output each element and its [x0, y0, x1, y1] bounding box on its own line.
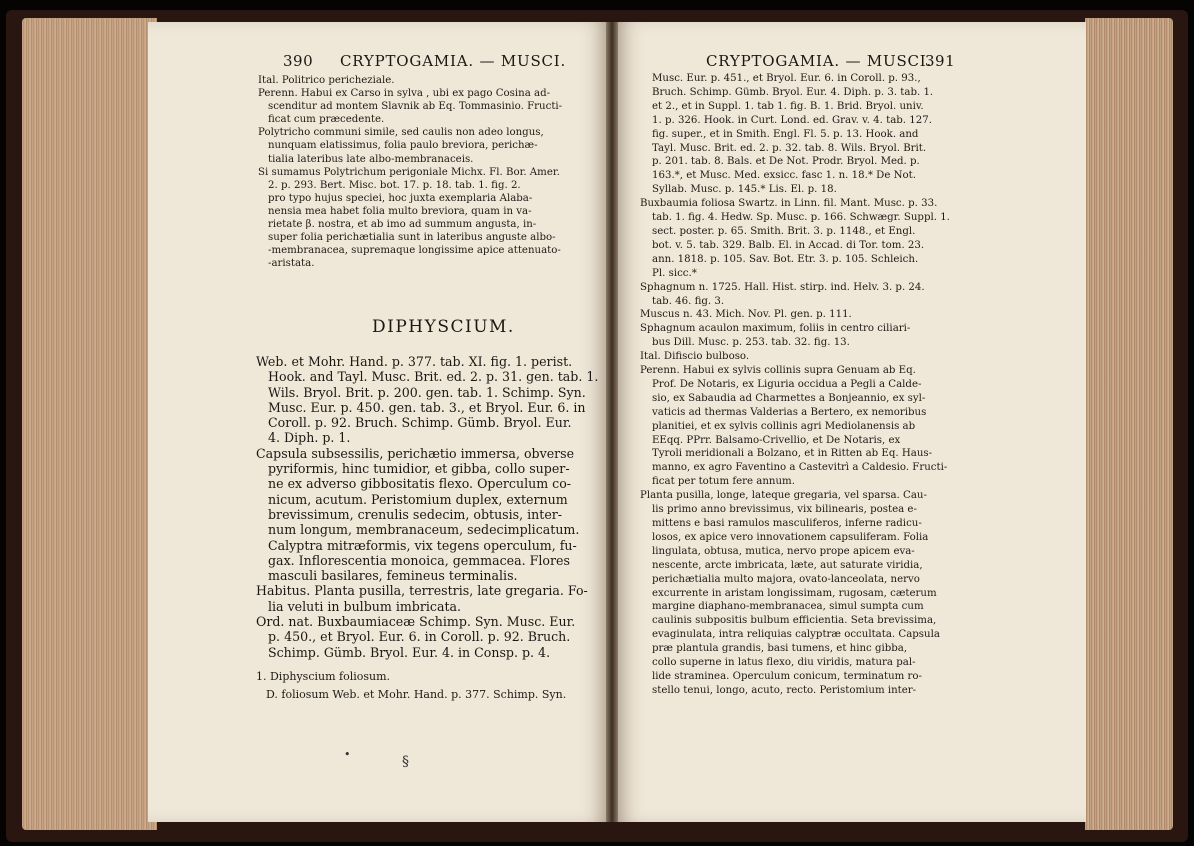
text-line: ann. 1818. p. 105. Sav. Bot. Etr. 3. p. 105. Schleich.: [652, 253, 919, 265]
text-line: mittens e basi ramulos masculiferos, inferne radicu-: [652, 518, 922, 529]
species-heading: [256, 668, 604, 704]
right-page-number: 391: [925, 52, 956, 70]
ink-mark: §: [402, 754, 409, 770]
text-line: caulinis subpositis bulbum efficientia. Seta brevissima,: [652, 615, 937, 627]
text-line: nensia mea habet folia multo breviora, quam in va-: [268, 205, 532, 217]
text-line: num longum, membranaceum, sedecimplicatum.: [268, 522, 580, 538]
text-line: Calyptra mitræformis, vix tegens operculum, fu-: [268, 537, 577, 553]
text-line: Polytricho communi simile, sed caulis non adeo longus,: [258, 127, 544, 139]
text-line: ficat cum præcedente.: [268, 114, 385, 126]
text-line: Musc. Eur. p. 450. gen. tab. 3., et Bryol. Eur. 6. in: [268, 399, 586, 415]
text-line: vaticis ad thermas Valderias a Bertero, ex nemoribus: [652, 406, 927, 418]
text-line: D. foliosum Web. et Mohr. Hand. p. 377. Schimp. Syn.: [266, 688, 567, 701]
ink-mark: •: [344, 748, 351, 761]
text-line: excurrente in aristam longissimam, rugosam, cæterum: [652, 587, 937, 599]
text-line: margine diaphano-membranacea, simul sumpta cum: [652, 601, 924, 613]
text-line: masculi basilares, femineus terminalis.: [268, 568, 518, 584]
text-line: Perenn. Habui ex sylvis collinis supra Genuam ab Eq.: [640, 365, 916, 377]
text-line: nunquam elatissimus, folia paulo breviora, perichæ-: [268, 140, 538, 152]
text-line: Sphagnum acaulon maximum, foliis in centro ciliari-: [640, 323, 911, 335]
text-line: pro typo hujus speciei, hoc juxta exemplaria Alaba-: [268, 192, 533, 204]
text-line: sio, ex Sabaudia ad Charmettes a Bonjeannio, ex syl-: [652, 392, 926, 404]
text-line: perichætialia multo majora, ovato-lanceolata, nervo: [652, 573, 920, 585]
text-line: nicum, acutum. Peristomium duplex, externum: [268, 491, 568, 507]
text-line: -membranacea, supremaque longissime apice attenuato-: [268, 245, 561, 257]
text-line: manno, ex agro Faventino a Castevitrì a Caldesio. Fructi-: [652, 462, 948, 474]
text-line: Tyroli meridionali a Bolzano, et in Ritten ab Eq. Haus-: [652, 448, 933, 460]
text-line: brevissimum, crenulis sedecim, obtusis, inter-: [268, 506, 563, 522]
text-line: lide straminea. Operculum conicum, terminatum ro-: [652, 670, 922, 682]
right-body-text: [640, 72, 982, 698]
left-body-text: [256, 354, 604, 660]
text-line: lingulata, obtusa, mutica, nervo prope apicem eva-: [652, 545, 915, 557]
book-gutter: [606, 22, 618, 822]
text-line: Wils. Bryol. Brit. p. 200. gen. tab. 1. Schimp. Syn.: [268, 384, 586, 400]
text-line: Coroll. p. 92. Bruch. Schimp. Gümb. Bryol. Eur.: [268, 415, 572, 431]
text-line: Buxbaumia foliosa Swartz. in Linn. fil. Mant. Musc. p. 33.: [640, 198, 938, 210]
text-line: p. 201. tab. 8. Bals. et De Not. Prodr. Bryol. Med. p.: [652, 156, 920, 168]
text-line: 4. Diph. p. 1.: [268, 430, 351, 446]
text-line: pyriformis, hinc tumidior, et gibba, collo super-: [268, 461, 570, 477]
text-line: tab. 1. fig. 4. Hedw. Sp. Musc. p. 166. Schwægr. Suppl. 1.: [652, 212, 950, 224]
text-line: lis primo anno brevissimus, vix bilinearis, postea e-: [652, 504, 917, 516]
text-line: fig. super., et in Smith. Engl. Fl. 5. p. 13. Hook. and: [652, 128, 919, 140]
text-line: -aristata.: [268, 258, 315, 270]
text-line: EEqq. PPrr. Balsamo-Crivellio, et De Notaris, ex: [652, 434, 901, 446]
left-page-number: 390: [283, 52, 314, 70]
text-line: ficat per totum fere annum.: [652, 476, 795, 488]
text-line: rietate β. nostra, et ab imo ad summum angusta, in-: [268, 219, 537, 231]
text-line: lia veluti in bulbum imbricata.: [268, 598, 462, 614]
text-line: Tayl. Musc. Brit. ed. 2. p. 32. tab. 8. Wils. Bryol. Brit.: [652, 142, 927, 154]
text-line: 2. p. 293. Bert. Misc. bot. 17. p. 18. tab. 1. fig. 2.: [268, 179, 521, 191]
text-line: Schimp. Gümb. Bryol. Eur. 4. in Consp. p. 4.: [268, 644, 551, 660]
text-line: tab. 46. fig. 3.: [652, 295, 725, 307]
text-line: Ital. Politrico pericheziale.: [258, 75, 395, 86]
text-line: planitiei, et ex sylvis collinis agri Mediolanensis ab: [652, 420, 916, 432]
text-line: Perenn. Habui ex Carso in sylva , ubi ex pago Cosina ad-: [258, 88, 551, 100]
text-line: collo superne in latus flexo, diu viridis, matura pal-: [652, 657, 916, 669]
text-line: super folia perichætialia sunt in lateribus anguste albo-: [268, 232, 556, 244]
text-line: 1. Diphyscium foliosum.: [256, 670, 391, 683]
text-line: Hook. and Tayl. Musc. Brit. ed. 2. p. 31. gen. tab. 1.: [268, 369, 599, 385]
text-line: præ plantula grandis, basi tumens, et hinc gibba,: [652, 643, 908, 655]
left-running-head: CRYPTOGAMIA. — MUSCI.: [340, 52, 567, 70]
left-top-text: [258, 74, 603, 270]
left-page-edges: [22, 18, 157, 830]
text-line: Pl. sicc.*: [652, 267, 697, 279]
text-line: Habitus. Planta pusilla, terrestris, late gregaria. Fo-: [256, 583, 588, 599]
text-line: Web. et Mohr. Hand. p. 377. tab. XI. fig. 1. perist.: [256, 354, 573, 369]
text-line: bus Dill. Musc. p. 253. tab. 32. fig. 13.: [652, 337, 850, 349]
text-line: Planta pusilla, longe, lateque gregaria, vel sparsa. Cau-: [640, 490, 927, 502]
text-line: Si sumamus Polytrichum perigoniale Michx. Fl. Bor. Amer.: [258, 166, 560, 178]
right-running-head: CRYPTOGAMIA. — MUSCI.: [706, 52, 933, 70]
text-line: Muscus n. 43. Mich. Nov. Pl. gen. p. 111.: [640, 309, 852, 321]
text-line: Bruch. Schimp. Gümb. Bryol. Eur. 4. Diph. p. 3. tab. 1.: [652, 86, 934, 98]
text-line: 1. p. 326. Hook. in Curt. Lond. ed. Grav. v. 4. tab. 127.: [652, 114, 932, 126]
text-line: Prof. De Notaris, ex Liguria occidua a Pegli a Calde-: [652, 378, 922, 390]
text-line: Sphagnum n. 1725. Hall. Hist. stirp. ind. Helv. 3. p. 24.: [640, 281, 925, 293]
text-line: losos, ex apice vero innovationem capsuliferam. Folia: [652, 531, 929, 543]
text-line: ne ex adverso gibbositatis flexo. Operculum co-: [268, 476, 572, 492]
right-page-edges: [1085, 18, 1173, 830]
text-line: Capsula subsessilis, perichætio immersa, obverse: [256, 445, 575, 461]
text-line: p. 450., et Bryol. Eur. 6. in Coroll. p. 92. Bruch.: [268, 629, 571, 645]
text-line: et 2., et in Suppl. 1. tab 1. fig. B. 1. Brid. Bryol. univ.: [652, 100, 924, 112]
text-line: nescente, arcte imbricata, læte, aut saturate viridia,: [652, 559, 923, 571]
text-line: Ital. Difiscio bulboso.: [640, 351, 750, 363]
text-line: tialia lateribus late albo-membranaceis.: [268, 153, 474, 165]
text-line: Musc. Eur. p. 451., et Bryol. Eur. 6. in Coroll. p. 93.,: [652, 73, 921, 84]
text-line: scenditur ad montem Slavnik ab Eq. Tommasinio. Fructi-: [268, 101, 563, 113]
text-line: Ord. nat. Buxbaumiaceæ Schimp. Syn. Musc. Eur.: [256, 614, 576, 630]
text-line: sect. poster. p. 65. Smith. Brit. 3. p. 1148., et Engl.: [652, 225, 916, 237]
text-line: gax. Inflorescentia monoica, gemmacea. Flores: [268, 552, 570, 568]
text-line: evaginulata, intra reliquias calyptræ occultata. Capsula: [652, 629, 940, 641]
text-line: bot. v. 5. tab. 329. Balb. El. in Accad. di Tor. tom. 23.: [652, 239, 925, 251]
text-line: Syllab. Musc. p. 145.* Lis. El. p. 18.: [652, 184, 837, 196]
text-line: 163.*, et Musc. Med. exsicc. fasc 1. n. 18.* De Not.: [652, 170, 916, 182]
text-line: stello tenui, longo, acuto, recto. Peristomium inter-: [652, 684, 917, 696]
section-title: DIPHYSCIUM.: [372, 317, 515, 337]
